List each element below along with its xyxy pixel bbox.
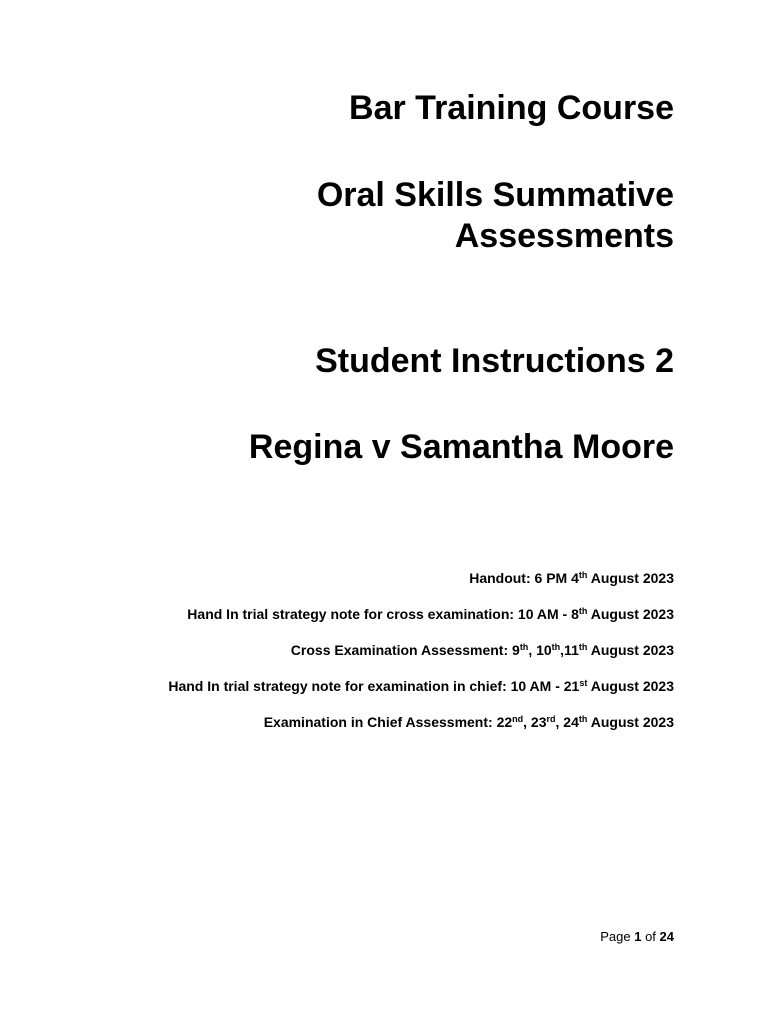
- chief-assessment-prefix: Examination in Chief Assessment: 22: [263, 714, 513, 730]
- cross-assessment-ordinal-2: th: [551, 642, 561, 652]
- chief-assessment-ordinal-2: rd: [546, 714, 556, 724]
- handout-date: [14, 568, 674, 604]
- cross-assessment-mid-2: ,11: [560, 642, 579, 658]
- assessment-title-line2: Assessments: [454, 217, 674, 255]
- chief-note-ordinal: st: [579, 678, 588, 688]
- cross-note-date: [14, 604, 674, 640]
- chief-assessment-date: [14, 712, 674, 748]
- case-title-text: Regina v Samantha Moore: [248, 428, 674, 466]
- page-number-footer: [600, 928, 674, 946]
- instructions-title: [315, 341, 674, 382]
- chief-assessment-mid-2: , 24: [555, 714, 579, 730]
- cross-note-ordinal: th: [578, 606, 588, 616]
- cross-note-prefix: Hand In trial strategy note for cross examination: 10 AM - 8: [187, 606, 579, 622]
- course-title: [349, 88, 674, 129]
- course-title-text: Bar Training Course: [349, 89, 674, 127]
- cross-assessment-ordinal-1: th: [519, 642, 529, 652]
- of-label: of: [641, 929, 660, 944]
- chief-assessment-ordinal-1: nd: [512, 714, 524, 724]
- handout-suffix: August 2023: [587, 570, 674, 586]
- chief-assessment-suffix: August 2023: [587, 714, 674, 730]
- assessment-title-line1: Oral Skills Summative: [316, 176, 674, 214]
- case-title: [249, 427, 674, 468]
- total-pages-number: 24: [659, 929, 674, 944]
- instructions-title-text: Student Instructions 2: [315, 342, 674, 380]
- chief-note-date: [14, 676, 674, 712]
- current-page-number: 1: [634, 929, 642, 944]
- cross-assessment-suffix: August 2023: [587, 642, 674, 658]
- handout-prefix: Handout: 6 PM 4: [469, 570, 579, 586]
- assessment-title: [317, 175, 674, 257]
- cross-assessment-mid-1: , 10: [528, 642, 552, 658]
- cross-assessment-prefix: Cross Examination Assessment: 9: [290, 642, 520, 658]
- handout-ordinal: th: [578, 570, 588, 580]
- key-dates: [14, 568, 674, 748]
- chief-note-suffix: August 2023: [587, 678, 674, 694]
- chief-assessment-mid-1: , 23: [523, 714, 547, 730]
- chief-note-prefix: Hand In trial strategy note for examination in chief: 10 AM - 21: [168, 678, 580, 694]
- cross-assessment-date: [14, 640, 674, 676]
- page-label: Page: [600, 929, 635, 944]
- chief-assessment-ordinal-3: th: [578, 714, 588, 724]
- cross-assessment-ordinal-3: th: [578, 642, 588, 652]
- cross-note-suffix: August 2023: [587, 606, 674, 622]
